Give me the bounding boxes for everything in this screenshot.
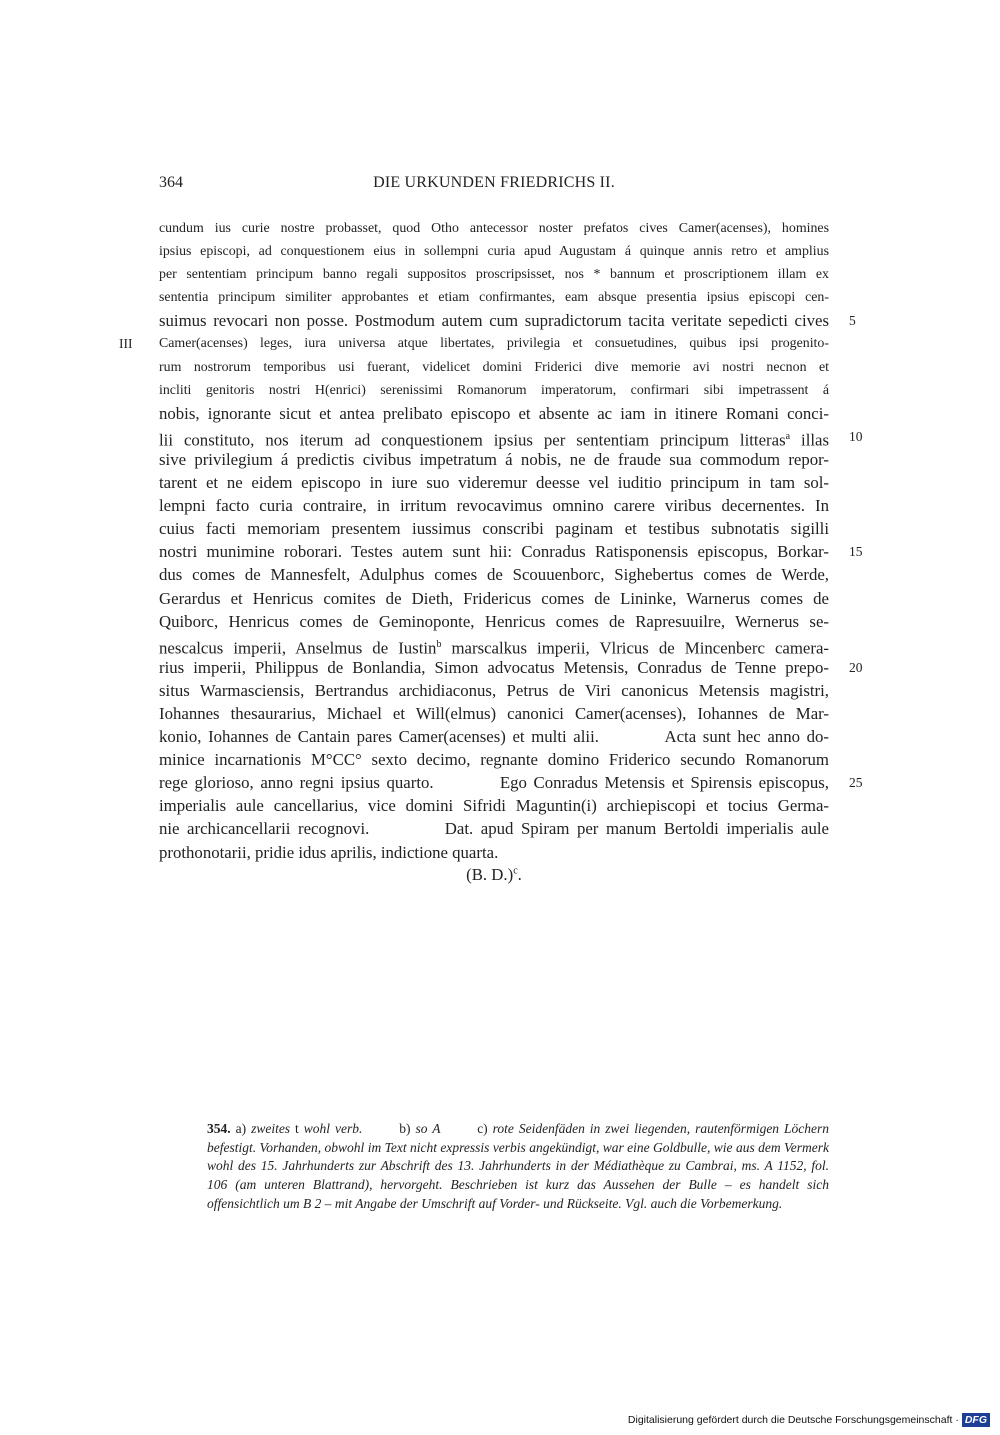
text-line: tarent et ne eidem episcopo in iure suo videremur deesse vel iuditio principum in tam sol- [159,473,829,493]
footnote-marker-b: b [436,638,442,650]
text-line: Quiborc, Henricus comes de Geminoponte, Henricus comes de Rapresuuilre, Wernerus se- [159,611,829,631]
page-number: 364 [159,174,183,191]
text-line: rege glorioso, anno regni ipsius quarto. Ego Conradus Metensis et Spirensis episcopus, [159,773,829,793]
footnote-a-label: a) [235,1121,247,1136]
text-line: nie archicancellarii recognovi. Dat. apud Spiram per manum Bertoldi imperialis aule [159,819,829,839]
text-line: lii constituto, nos iterum ad conquestionem ipsius per sententiam principum litteras [159,430,786,450]
text-line-tail: illas [801,430,830,450]
text-line: cuius facti memoriam presentem iussimus conscribi paginam et testibus subnotatis sigilli [159,519,829,539]
text-line: nostri munimine roborari. Testes autem sunt hii: Conradus Ratisponensis episcopus, Borkar- [159,542,829,562]
running-head: DIE URKUNDEN FRIEDRICHS II. [373,174,615,191]
footnote-c-label: c) [477,1121,488,1136]
seal-text: (B. D.) [466,865,514,884]
footnote-c-text: rote Seidenfäden in zwei liegenden, rautenförmigen Löchern befestigt. Vorhanden, obwohl im Text nicht expressis verbis angekündigt, war eine Goldbulle, wie aus dem Vermerk wohl des 15. Jahrhunderts zur Abschrift des 13. Jahrhunderts in der Médiathèque zu Cambrai, ms. A 1152, fol. 106 (am unteren Blattrand), hervorgeht. Beschrieben ist kurz das Aussehen der Bulle – es handelt sich offensichtlich um B 2 – mit Angabe der Umschrift auf Vorder- und Rückseite. Vgl. auch die Vorbemerkung. [207,1121,830,1211]
text-line-tail: marscalkus imperii, Vlricus de Mincenberc camera- [441,638,829,658]
footnote-b-text: so A [415,1121,441,1136]
text-line-10 [159,425,863,450]
text-line-5 [159,309,856,332]
text-line-25 [159,771,863,794]
text-line: sententia principum similiter approbantes et etiam confirmantes, eam absque presentia ipsius episcopi cen- [159,290,829,306]
text-line: nescalcus imperii, Anselmus de Iustin [159,638,437,658]
line-number: 5 [849,313,856,329]
text-line: rius imperii, Philippus de Bonlandia, Simon advocatus Metensis, Conradus de Tenne prepo- [159,657,829,677]
text-line: per sententiam principum banno regali suppositos proscripsisset, nos * bannum et proscriptionem illam ex [159,267,829,283]
text-line: dus comes de Mannesfelt, Adulphus comes de Scouuenborc, Sighebertus comes de Werde, [159,565,829,585]
text-line: prothonotarii, pridie idus aprilis, indictione quarta. [159,842,499,862]
footnote-marker-c: c [513,865,518,877]
footnote-a-text: zweites [251,1121,291,1136]
text-line: cundum ius curie nostre probasset, quod Otho antecessor noster prefatos cives Camer(acenses), homines [159,221,829,236]
dfg-footer [628,1413,990,1427]
text-line-15 [159,540,863,563]
text-line: lempni facto curia contraire, in irritum revocavimus omnino carere viribus decernentes. In [159,496,829,516]
line-number: 20 [849,659,863,675]
footnote-a-text2: wohl verb. [303,1121,363,1136]
text-line: incliti genitoris nostri H(enrici) serenissimi Romanorum imperatorum, confirmari sibi impetrassent á [159,382,829,398]
text-line: Gerardus et Henricus comites de Dieth, Fridericus comes de Lininke, Warnerus comes de [159,588,829,608]
footnotes [207,1120,829,1214]
seal-note: (B. D.)$^c$. [466,865,522,884]
footnote-number: 354. [207,1121,231,1136]
line-number: 10 [849,428,863,444]
text-line: ipsius episcopi, ad conquestionem eius in sollempni curia apud Augustam á quinque annis retro et amplius [159,244,829,260]
text-line: imperialis aule cancellarius, vice domini Sifridi Maguntin(i) archiepiscopi et tocius Germa- [159,796,829,816]
page-header [159,174,829,194]
footnote-a-t: t [295,1121,299,1136]
text-line-6 [119,332,829,355]
footnote-b-label: b) [399,1121,411,1136]
text-line: situs Warmasciensis, Bertrandus archidiaconus, Petrus de Viri canonicus Metensis magistri, [159,680,829,700]
footer-text: Digitalisierung gefördert durch die Deutsche Forschungsgemeinschaft · [627,1414,959,1426]
charter-text [119,217,863,864]
line-number: 25 [849,775,863,791]
margin-mark: III [119,336,133,352]
text-line: Camer(acenses) leges, iura universa atque libertates, privilegia et consuetudines, quibus ipsi progenito- [159,336,829,352]
text-line: minice incarnationis M°CC° sexto decimo, regnante domino Friderico secundo Romanorum [159,750,829,770]
dfg-logo-icon: DFG [962,1413,990,1427]
text-line: rum nostrorum temporibus usi fuerant, videlicet domini Friderici dive memorie avi nostri necnon et [159,359,829,375]
text-line-19 [159,633,829,656]
text-line: suimus revocari non posse. Postmodum autem cum supradictorum tacita veritate sepedicti cives [159,311,829,331]
footnote-marker-a: a [785,430,791,442]
line-number: 15 [849,544,863,560]
text-line-20 [159,656,863,679]
text-line: nobis, ignorante sicut et antea prelibato episcopo et absente ac iam in itinere Romani conci- [159,403,829,423]
text-line: Iohannes thesaurarius, Michael et Will(elmus) canonici Camer(acenses), Iohannes de Mar- [159,703,829,723]
text-line: sive privilegium á predictis civibus impetratum á nobis, ne de fraude sua commodum repor- [159,449,829,469]
text-line: konio, Iohannes de Cantain pares Camer(acenses) et multi alii. Acta sunt hec anno do- [159,727,829,747]
